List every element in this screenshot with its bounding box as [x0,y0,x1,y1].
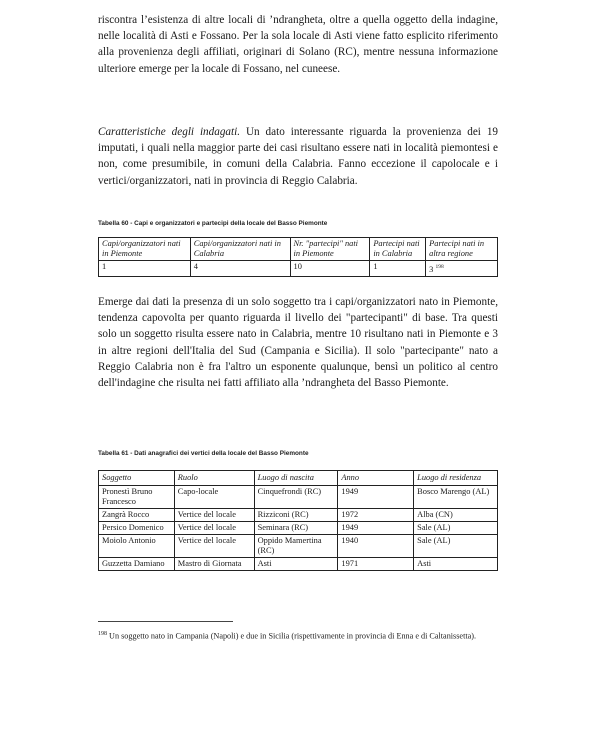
table-header-cell: Capi/organizzatori nati in Calabria [190,238,290,261]
footnote [98,628,498,643]
table-cell: Pronestì Bruno Francesco [99,486,175,509]
footnote-number: 198 [98,631,107,637]
paragraph-body: Un dato interessante riguarda la provenienza dei 19 imputati, i quali nella maggior parte dei casi risultano essere nati in località piemontesi e non, come presumibile, in comuni della Calabria. Fanno eccezione il capolocale e i vertici/organizzatori, nati in provincia di Reggio Calabria. [98,126,499,187]
footnote-text: Un soggetto nato in Campania (Napoli) e due in Sicilia (rispettivamente in provincia di Enna e di Caltanissetta). [107,631,477,641]
table-cell: Seminara (RC) [254,522,338,535]
table-cell [426,261,498,277]
table-header-cell: Capi/organizzatori nati in Piemonte [99,238,191,261]
footnote-divider [98,621,233,622]
table-cell: Rizziconi (RC) [254,509,338,522]
table-header-cell: Nr. "partecipi" nati in Piemonte [290,238,370,261]
paragraph-lead: Caratteristiche degli indagati. [98,126,241,138]
table-cell: 1972 [338,509,414,522]
table-cell: 1949 [338,486,414,509]
table-cell: Guzzetta Damiano [99,558,175,571]
table-cell: 10 [290,261,370,277]
table-cell: Asti [414,558,498,571]
table-cell: Vertice del locale [174,509,254,522]
table-cell: Vertice del locale [174,535,254,558]
table-60-caption: Tabella 60 - Capi e organizzatori e partecipi della locale del Basso Piemonte [98,220,328,227]
table-header-cell: Luogo di nascita [254,471,338,486]
table-61 [98,470,498,571]
table-header-cell: Ruolo [174,471,254,486]
table-cell: Moiolo Antonio [99,535,175,558]
table-header-row [99,471,498,486]
table-row [99,522,498,535]
cell-value: 3 [429,264,434,274]
table-cell: 1949 [338,522,414,535]
table-cell: 1940 [338,535,414,558]
table-cell: 1 [370,261,426,277]
table-row [99,261,498,277]
table-cell: Zangrà Rocco [99,509,175,522]
table-cell: 1971 [338,558,414,571]
table-cell: Sale (AL) [414,522,498,535]
table-cell: Asti [254,558,338,571]
table-cell: Mastro di Giornata [174,558,254,571]
table-row [99,558,498,571]
table-row [99,509,498,522]
table-header-cell: Anno [338,471,414,486]
table-cell: 4 [190,261,290,277]
table-cell: Cinquefrondi (RC) [254,486,338,509]
paragraph-indagati [98,124,498,189]
table-row [99,486,498,509]
paragraph-intro: riscontra l’esistenza di altre locali di ’ndrangheta, oltre a quella oggetto della indagine, nelle località di Asti e Fossano. Per la sola locale di Asti viene fatto esplicito riferimento alla provenienza degli affiliati, originari di Solano (RC), mentre nessuna informazione ulteriore emerge per la locale di Fossano, nel cuneese. [98,14,498,75]
table-header-cell: Soggetto [99,471,175,486]
table-cell: Capo-locale [174,486,254,509]
table-header-row [99,238,498,261]
table-header-cell: Luogo di residenza [414,471,498,486]
footnote-ref[interactable]: 198 [435,264,444,270]
table-cell: 1 [99,261,191,277]
paragraph-analysis: Emerge dai dati la presenza di un solo soggetto tra i capi/organizzatori nato in Piemonte, tendenza capovolta per quanto riguarda il livello dei "partecipanti" di base. Tra questi solo un soggetto risulta essere nato in Calabria, mentre 10 risultano nati in Piemonte e 3 in altre regioni dell'Italia del Sud (Campania e Sicilia). Il solo "partecipante" nato a Reggio Calabria non è fra l'altro un esponente qualunque, bensì un politico al centro dell'indagine che risulta nei fatti affiliato alla ’ndrangheta del Basso Piemonte. [98,296,498,390]
table-header-cell: Partecipi nati in Calabria [370,238,426,261]
table-cell: Vertice del locale [174,522,254,535]
table-row [99,535,498,558]
table-60 [98,237,498,277]
table-cell: Bosco Marengo (AL) [414,486,498,509]
table-cell: Persico Domenico [99,522,175,535]
table-cell: Oppido Mamertina (RC) [254,535,338,558]
table-cell: Alba (CN) [414,509,498,522]
table-61-caption: Tabella 61 - Dati anagrafici dei vertici della locale del Basso Piemonte [98,450,309,457]
table-header-cell: Partecipi nati in altra regione [426,238,498,261]
table-cell: Sale (AL) [414,535,498,558]
